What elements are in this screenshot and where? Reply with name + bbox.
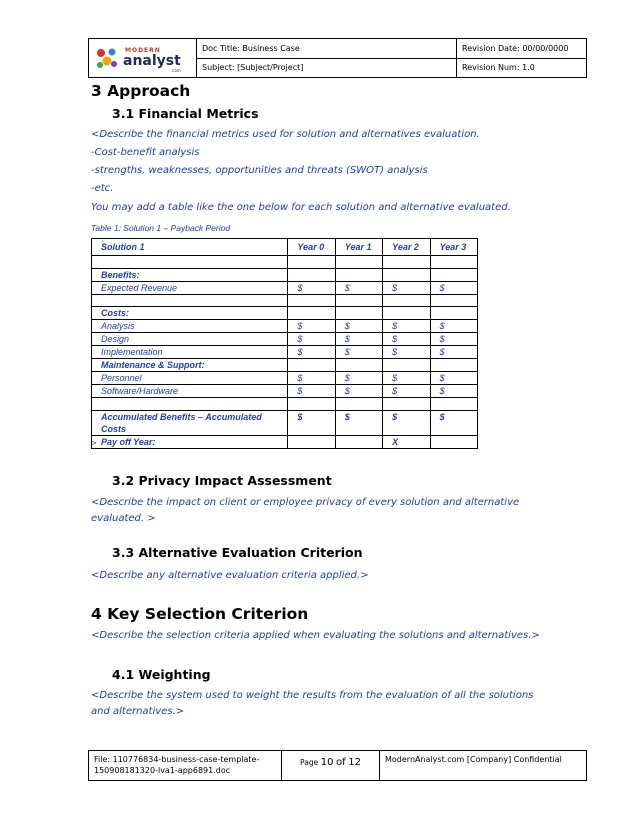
page-of: of	[336, 757, 346, 768]
section-4-heading: 4 Key Selection Criterion	[91, 605, 309, 623]
row-label: Accumulated Benefits – Accumulated Costs	[92, 410, 288, 435]
table-row	[92, 256, 478, 269]
table-row	[92, 435, 478, 448]
page-word: Page	[300, 758, 319, 767]
table-row	[92, 268, 478, 281]
value-cell: $	[430, 320, 477, 333]
value-cell: $	[430, 333, 477, 346]
table-row	[92, 320, 478, 333]
header-cell: Year 3	[430, 239, 477, 256]
page-current: 10	[320, 757, 334, 768]
value-cell: $	[383, 410, 430, 435]
header-cell: Solution 1	[92, 239, 288, 256]
row-label: Pay off Year:	[92, 435, 288, 448]
value-cell: $	[335, 385, 382, 398]
subject: Subject: [Subject/Project]	[197, 58, 457, 78]
value-cell: $	[335, 281, 382, 294]
row-label: Software/Hardware	[92, 385, 288, 398]
row-label: Implementation	[92, 346, 288, 359]
logo-cell	[89, 39, 197, 78]
value-cell: $	[288, 385, 335, 398]
value-cell: $	[335, 372, 382, 385]
value-cell: $	[383, 281, 430, 294]
revision-num: Revision Num: 1.0	[457, 58, 587, 78]
table-row	[92, 307, 478, 320]
s41-line-1: <Describe the system used to weight the results from the evaluation of all the solutions	[91, 690, 534, 701]
logo-small-text: MODERN	[125, 46, 161, 54]
payback-table	[91, 238, 478, 449]
table-caption: Table 1: Solution 1 – Payback Period	[91, 223, 231, 233]
table-row	[92, 410, 478, 435]
value-cell: $	[430, 372, 477, 385]
section-4-1-heading: 4.1 Weighting	[112, 667, 211, 682]
value-cell: $	[288, 346, 335, 359]
logo-big-text: analyst	[123, 52, 181, 69]
costs-label: Costs:	[92, 307, 288, 320]
value-cell: X	[383, 435, 430, 448]
value-cell: $	[430, 385, 477, 398]
value-cell: $	[288, 320, 335, 333]
table-row	[92, 346, 478, 359]
s32-line-1: <Describe the impact on client or employee privacy of every solution and alternative	[91, 497, 520, 508]
page-total: 12	[348, 757, 361, 768]
logo-com-text: .com	[171, 67, 181, 73]
value-cell: $	[335, 320, 382, 333]
value-cell	[288, 435, 335, 448]
benefits-label: Benefits:	[92, 268, 288, 281]
footer-page-number	[282, 751, 380, 781]
s31-line-3: -strengths, weaknesses, opportunities and threats (SWOT) analysis	[91, 165, 428, 176]
value-cell: $	[288, 372, 335, 385]
s31-line-4: -etc.	[91, 183, 114, 194]
maintenance-label: Maintenance & Support:	[92, 359, 288, 372]
table-row	[92, 372, 478, 385]
section-3-heading: 3 Approach	[91, 82, 191, 100]
doc-title: Doc Title: Business Case	[197, 39, 457, 59]
footer-confidential: ModernAnalyst.com [Company] Confidential	[380, 751, 587, 781]
row-label: Personnel	[92, 372, 288, 385]
s31-line-2: -Cost-benefit analysis	[91, 147, 200, 158]
value-cell: $	[383, 385, 430, 398]
value-cell: $	[430, 281, 477, 294]
page-header	[88, 38, 587, 78]
value-cell: $	[335, 346, 382, 359]
value-cell: $	[288, 281, 335, 294]
page-footer	[88, 750, 587, 781]
table-row	[92, 359, 478, 372]
value-cell	[430, 435, 477, 448]
s41-line-2: and alternatives.>	[91, 706, 185, 717]
value-cell: $	[335, 333, 382, 346]
s31-line-5: You may add a table like the one below for each solution and alternative evaluated.	[91, 202, 511, 213]
s33-line-1: <Describe any alternative evaluation criteria applied.>	[91, 570, 369, 581]
modern-analyst-logo	[89, 40, 196, 77]
value-cell: $	[335, 410, 382, 435]
header-cell: Year 1	[335, 239, 382, 256]
value-cell: $	[383, 333, 430, 346]
table-row	[92, 281, 478, 294]
table-header-row	[92, 239, 478, 256]
value-cell: $	[383, 346, 430, 359]
value-cell	[335, 435, 382, 448]
s32-line-2: evaluated. >	[91, 513, 156, 524]
logo-mark-icon	[95, 46, 119, 70]
revision-date: Revision Date: 00/00/0000	[457, 39, 587, 59]
value-cell: $	[288, 333, 335, 346]
section-3-1-heading: 3.1 Financial Metrics	[112, 106, 259, 121]
row-label: Expected Revenue	[92, 281, 288, 294]
row-label: Analysis	[92, 320, 288, 333]
table-close-bracket: >	[91, 438, 97, 448]
header-cell: Year 2	[383, 239, 430, 256]
table-row	[92, 333, 478, 346]
table-row	[92, 294, 478, 307]
section-3-2-heading: 3.2 Privacy Impact Assessment	[112, 473, 332, 488]
header-cell: Year 0	[288, 239, 335, 256]
section-3-3-heading: 3.3 Alternative Evaluation Criterion	[112, 545, 363, 560]
table-row	[92, 385, 478, 398]
s31-line-1: <Describe the financial metrics used for solution and alternatives evaluation.	[91, 129, 480, 140]
value-cell: $	[383, 320, 430, 333]
value-cell: $	[430, 346, 477, 359]
table-row	[92, 398, 478, 411]
row-label: Design	[92, 333, 288, 346]
value-cell: $	[288, 410, 335, 435]
s4-line-1: <Describe the selection criteria applied when evaluating the solutions and alternatives.>	[91, 630, 540, 641]
value-cell: $	[383, 372, 430, 385]
value-cell: $	[430, 410, 477, 435]
footer-file-name: File: 110776834-business-case-template-150908181320-lva1-app6891.doc	[89, 751, 282, 781]
